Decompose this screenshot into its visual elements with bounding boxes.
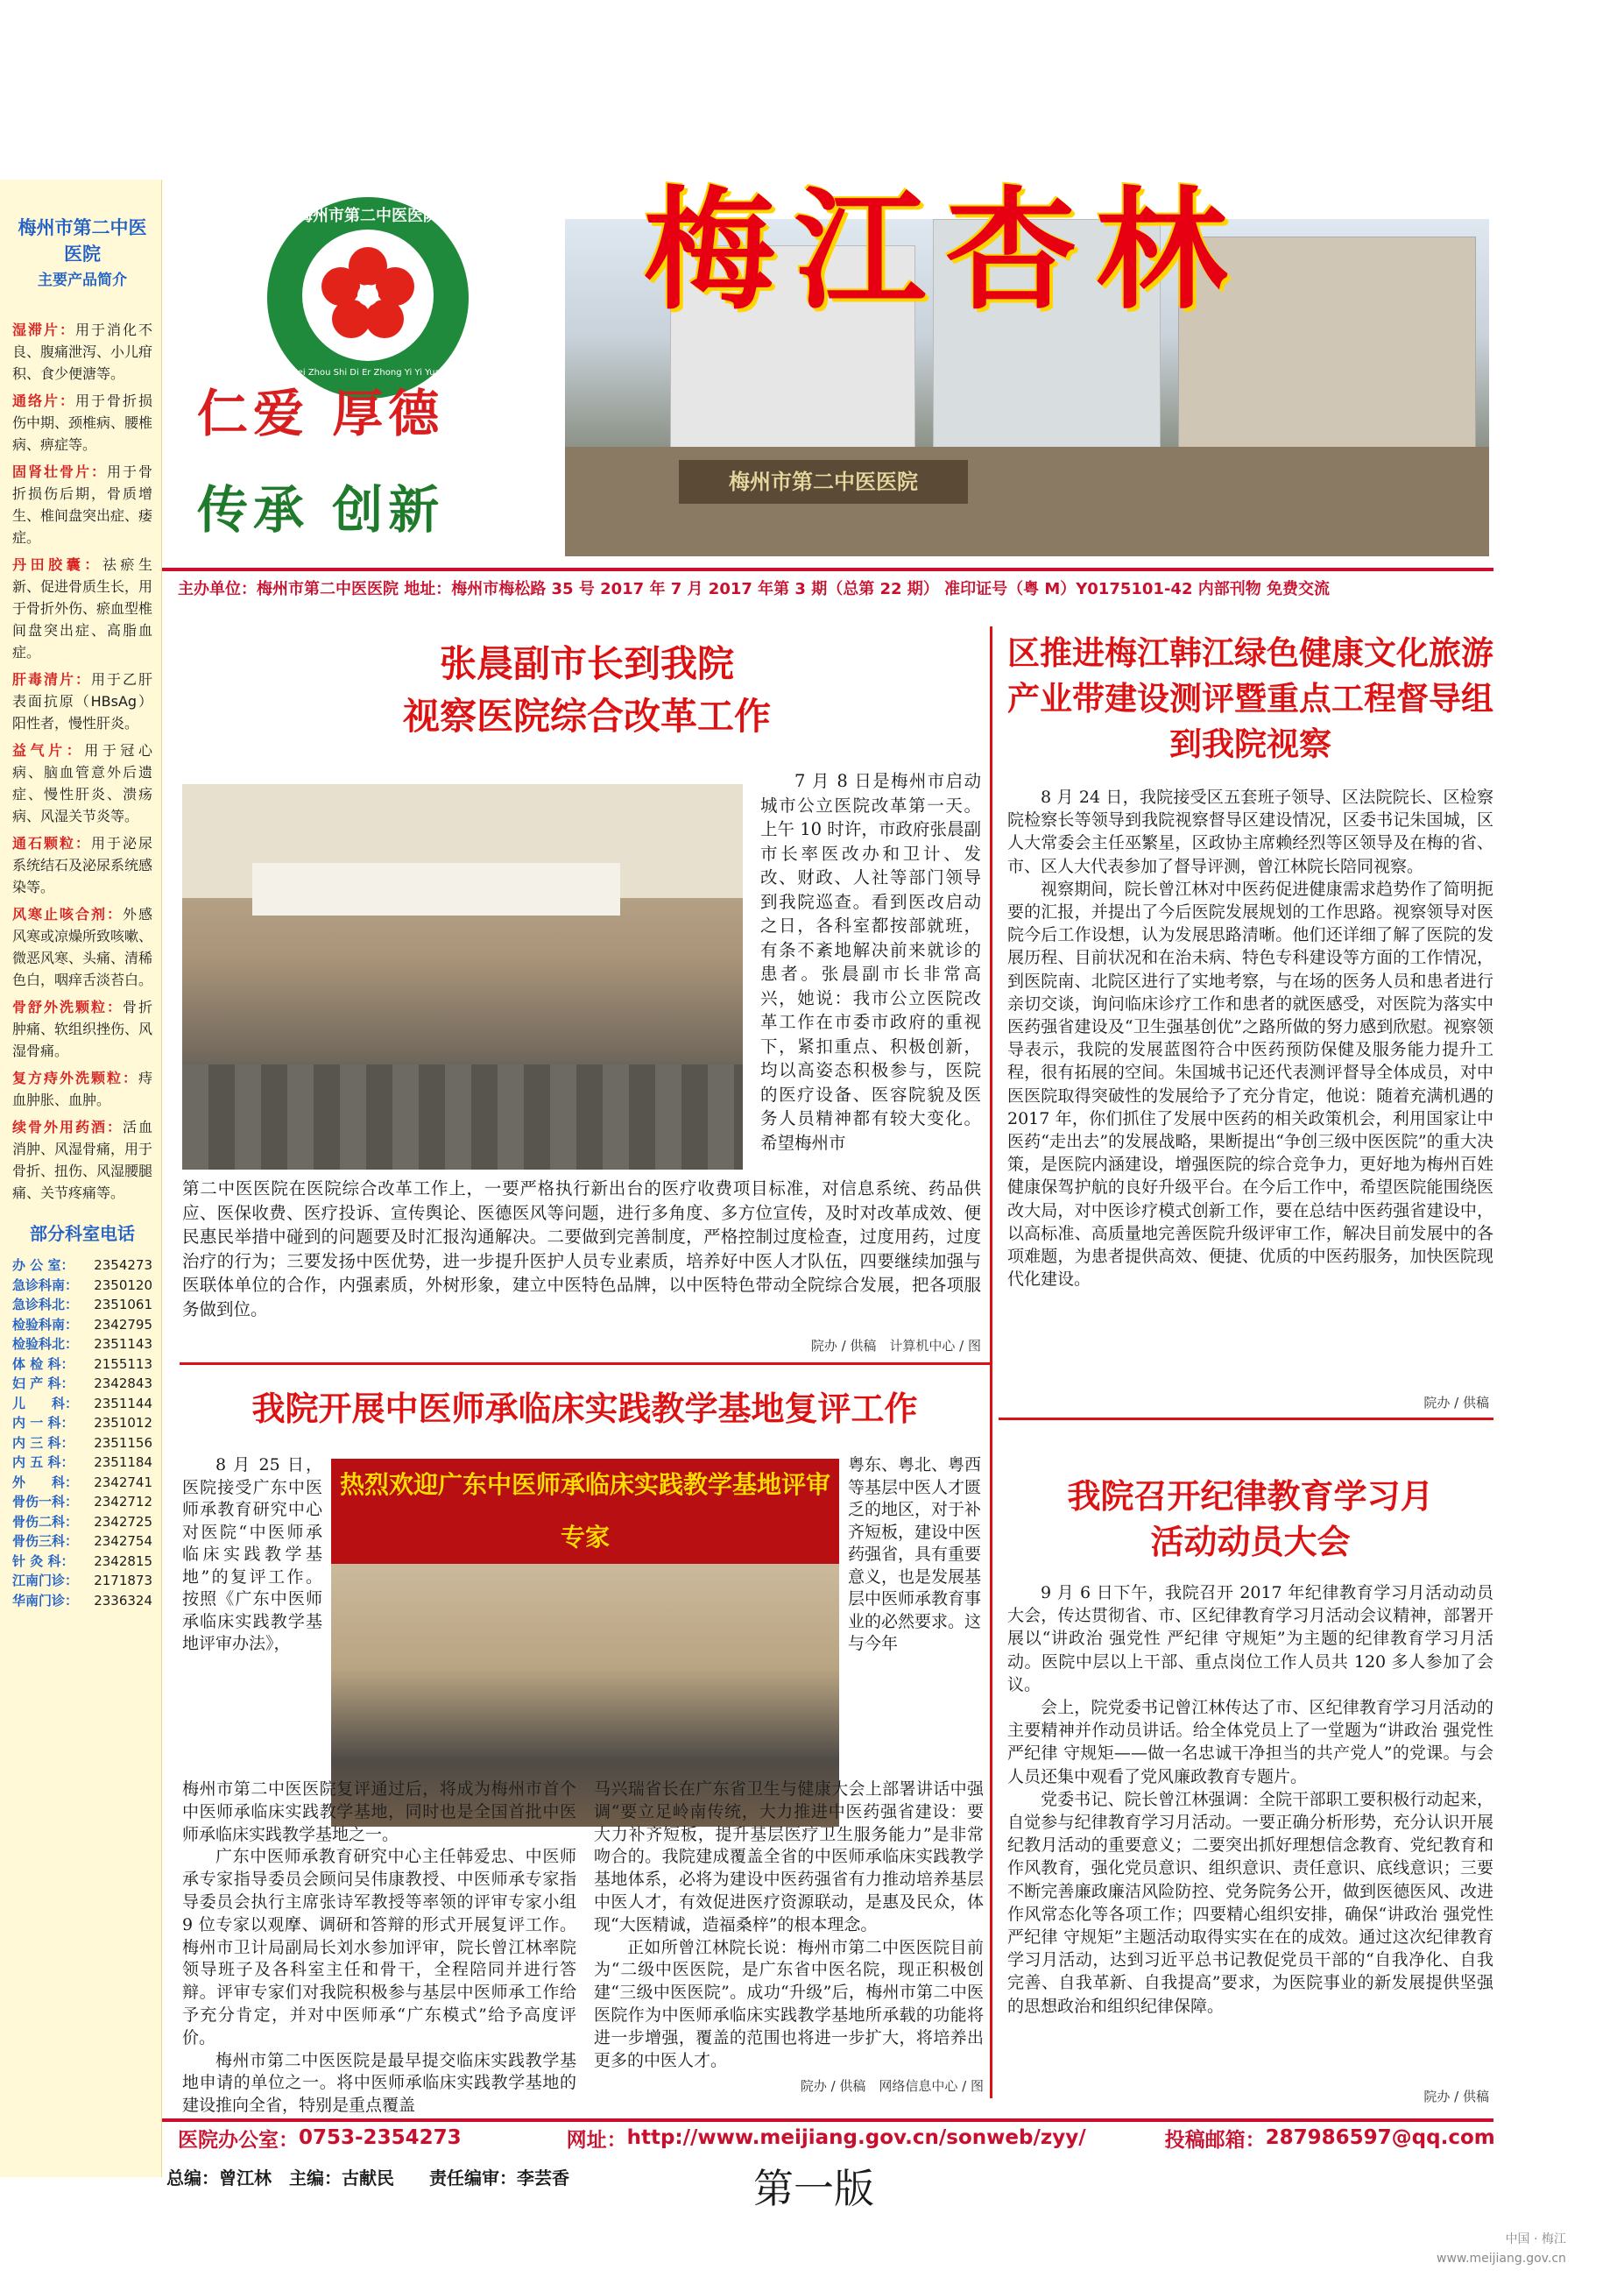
product-desc: 祛瘀生新、促进骨质生长，用于骨折外伤、瘀血型椎间盘突出症、高脂血症。 bbox=[12, 556, 153, 661]
product-item bbox=[12, 390, 152, 456]
phone-number: 2351061 bbox=[94, 1297, 152, 1312]
phone-row bbox=[12, 1552, 152, 1572]
phone-label: 内 五 科： bbox=[12, 1454, 74, 1470]
article1-bottom-text bbox=[182, 1177, 981, 1321]
phone-label: 华南门诊： bbox=[12, 1592, 79, 1609]
phone-row bbox=[12, 1394, 152, 1414]
product-desc: 用于乙肝表面抗原（HBsAg）阳性者，慢性肝炎。 bbox=[12, 671, 152, 732]
product-name: 肝毒清片： bbox=[12, 671, 91, 688]
phone-number: 2342754 bbox=[94, 1533, 152, 1549]
article2-credit: 院办 / 供稿 bbox=[1423, 1395, 1489, 1411]
phone-row bbox=[12, 1531, 152, 1552]
phone-number: 2351143 bbox=[94, 1336, 152, 1352]
publication-info-bar: 主办单位：梅州市第二中医医院 地址：梅州市梅松路 35 号 2017 年 7 月 2017 年第 3 期（总第 22 期） 准印证号（粤 M）Y0175101-42 内部刊物 免费交流 bbox=[162, 568, 1493, 596]
phone-row bbox=[12, 1374, 152, 1394]
phone-label: 骨伤二科： bbox=[12, 1513, 79, 1530]
article3-mid-text bbox=[848, 1454, 981, 1656]
phone-row bbox=[12, 1276, 152, 1296]
phone-row bbox=[12, 1492, 152, 1512]
phone-number: 2336324 bbox=[94, 1592, 152, 1609]
welcome-banner: 热烈欢迎广东中医师承临床实践教学基地评审专家 bbox=[331, 1459, 839, 1564]
article3-paragraph: 广东中医师承教育研究中心主任韩爱忠、中医师承专家指导委员会顾问吴伟康教授、中医师承专家指导委员会执行主席张诗军教授等率领的评审专家小组 9 位专家以观摩、调研和答辩的形式开展复评工作。梅州市卫计局副局长刘水参加评审，院长曾江林率院领导班子及各科室主任和骨干，全程陪同并进行答辩。评审专家们对我院积极参与基层中医师承工作给予充分肯定，并对中医师承“广东模式”给予高度评价。 bbox=[182, 1847, 576, 2047]
plum-flower-icon bbox=[302, 230, 434, 361]
article2-title: 区推进梅江韩江绿色健康文化旅游产业带建设测评暨重点工程督导组到我院视察 bbox=[1007, 634, 1493, 763]
product-name: 益气片： bbox=[12, 742, 85, 759]
product-item bbox=[12, 903, 152, 991]
sidebar bbox=[0, 180, 162, 2177]
phone-row bbox=[12, 1295, 152, 1315]
article3-right-body bbox=[594, 1778, 984, 2072]
article4-title-line1: 我院召开纪律教育学习月 bbox=[1067, 1477, 1434, 1516]
product-desc: 用于消化不良、腹痛泄泻、小儿疳积、食少便溏等。 bbox=[12, 322, 153, 382]
logo-pinyin: Mei Zhou Shi Di Er Zhong Yi Yi Yuan bbox=[290, 368, 446, 378]
phone-row bbox=[12, 1433, 152, 1453]
phone-label: 体 检 科： bbox=[12, 1355, 74, 1372]
product-desc: 用于泌尿系统结石及泌尿系统感染等。 bbox=[12, 835, 153, 895]
phone-row bbox=[12, 1354, 152, 1375]
product-name: 复方痔外洗颗粒： bbox=[12, 1070, 138, 1086]
phone-number: 2342795 bbox=[94, 1316, 152, 1333]
phone-label: 内 一 科： bbox=[12, 1415, 74, 1431]
phone-label: 办 公 室： bbox=[12, 1257, 74, 1273]
article3-mid-paragraph: 粤东、粤北、粤西等基层中医人才匮乏的地区，对于补齐短板，建设中医药强省，具有重要意义，也是发展基层中医师承教育事业的必然要求。这与今年 bbox=[848, 1455, 982, 1653]
article2-paragraph: 视察期间，院长曾江林对中医药促进健康需求趋势作了简明扼要的汇报，并提出了今后医院发展规划的工作思路。视察领导对医院今后工作设想，认为发展思路清晰。他们还详细了解了医院的发展历程、目前状况和在治未病、特色专科建设等方面的工作情况，到医院南、北院区进行了实地考察，与在场的医务人员和患者进行亲切交谈，询问临床诊疗工作和患者的就医感受，对医院为落实中医药强省建设及“卫生强基创优”之路所做的努力感到欣慰。视察领导表示，我院的发展蓝图符合中医药预防保健及服务能力提升工程，很有拓展的空间。朱国城书记还代表测评督导全体成员，对中医医院取得突破性的发展给予了充分肯定，他说：随着充满机遇的 2017 年，你们抓住了发展中医药的相关政策机会，利用国家让中医药“走出去”的发展战略，果断提出“争创三级中医医院”的重大决策，是医院内涵建设，增强医院的综合竞争力，更好地为梅州百姓健康保驾护航的良好升级平台。在今后工作中，希望医院能围绕医改大局，对中医诊疗模式创新工作，要在总结中医药强省建设中，以高标准、高质量地完善医院升级评审工作，解决目前发展中的各项难题，为患者提供高效、便捷、优质的中医药服务，加快医院现代化建设。 bbox=[1007, 879, 1493, 1290]
phone-number: 2342725 bbox=[94, 1513, 152, 1530]
website-link[interactable]: http://www.meijiang.gov.cn/sonweb/zyy/ bbox=[626, 2126, 1086, 2149]
article4-body bbox=[1007, 1581, 1493, 2018]
phone-number: 2342843 bbox=[94, 1375, 152, 1391]
product-name: 固肾壮骨片： bbox=[12, 463, 107, 480]
footer-contact-bar bbox=[162, 2118, 1493, 2153]
phone-label: 检验科北： bbox=[12, 1336, 79, 1352]
article1-credit: 院办 / 供稿 计算机中心 / 图 bbox=[810, 1338, 981, 1354]
article3-photo bbox=[331, 1459, 839, 1774]
article3-paragraph: 正如所曾江林院长说：梅州市第二中医医院目前为“二级中医医院，是广东省中医名院，现正积极创建“三级中医医院”。成功“升级”后，梅州市第二中医医院作为中医师承临床实践教学基地所承载的功能将进一步增强，覆盖的范围也将进一步扩大，将培养出更多的中医人才。 bbox=[594, 1937, 984, 2070]
phone-number: 2342741 bbox=[94, 1474, 152, 1490]
article4-title bbox=[1007, 1474, 1493, 1565]
article3-title: 我院开展中医师承临床实践教学基地复评工作 bbox=[251, 1390, 918, 1428]
phone-row bbox=[12, 1571, 152, 1591]
phone-label: 急诊科南： bbox=[12, 1276, 79, 1293]
phone-row bbox=[12, 1315, 152, 1335]
office-phone: 0753-2354273 bbox=[299, 2126, 462, 2149]
article2-paragraph: 8 月 24 日，我院接受区五套班子领导、区法院院长、区检察院检察长等领导到我院视察督导区建设情况，区委书记朱国城，区人大常委会主任巫繁星，区政协主席赖经烈等区领导及在梅的省、市、区人大代表参加了督导评测，曾江林院长陪同视察。 bbox=[1007, 788, 1493, 876]
article1-side-paragraph: 7 月 8 日是梅州市启动城市公立医院改革第一天。上午 10 时许，市政府张晨副市长率医改办和卫计、发改、财政、人社等部门领导到我院巡查。看到医改启动之日，各科室都按部就班，有条不紊地解决前来就诊的患者。张晨副市长非常高兴，她说：我市公立医院改革工作在市委市政府的重视下，紧扣重点、积极创新，均以高姿态积极参与，医院的医疗设备、医容院貌及医务人员精神都有较大变化。希望梅州市 bbox=[760, 771, 981, 1153]
sidebar-subtitle: 主要产品简介 bbox=[38, 272, 127, 289]
article3-left-body bbox=[182, 1778, 576, 2118]
article3-paragraph: 梅州市第二中医医院是最早提交临床实践教学基地申请的单位之一。将中医师承临床实践教学基地的建设推向全省，特别是重点覆盖 bbox=[182, 2050, 576, 2116]
product-item bbox=[12, 1116, 152, 1204]
product-item bbox=[12, 554, 152, 663]
section-divider-left bbox=[180, 1362, 990, 1365]
phones-title: 部分科室电话 bbox=[30, 1223, 135, 1244]
phone-label: 江南门诊： bbox=[12, 1573, 79, 1588]
phone-number: 2351156 bbox=[94, 1434, 152, 1451]
phone-row bbox=[12, 1512, 152, 1532]
page-number: 第一版 bbox=[753, 2165, 874, 2212]
product-item bbox=[12, 668, 152, 734]
product-desc: 外感风寒或凉燥所致咳嗽、微恶风寒、头痛、清稀色白，咽痒舌淡苔白。 bbox=[12, 906, 153, 988]
phone-label: 针 灸 科： bbox=[12, 1552, 74, 1569]
article3-left-paragraph: 8 月 25 日，医院接受广东中医师承教育研究中心对医院“中医师承临床实践教学基地”的复评工作。按照《广东中医师承临床实践教学基地评审办法》， bbox=[182, 1455, 322, 1653]
product-desc: 用于冠心病、脑血管意外后遗症、慢性肝炎、溃疡病、风湿关节炎等。 bbox=[12, 742, 152, 824]
phone-row bbox=[12, 1473, 152, 1493]
product-item bbox=[12, 461, 152, 548]
phone-label: 骨伤一科： bbox=[12, 1494, 79, 1510]
phone-number: 2350120 bbox=[94, 1276, 152, 1293]
phone-row bbox=[12, 1413, 152, 1433]
article4-paragraph: 党委书记、院长曾江林强调：全院干部职工要积极行动起来，自觉参与纪律教育学习月活动。一要正确分析形势，充分认识开展纪教月活动的重要意义；二要突出抓好理想信念教育、党纪教育和作风教育，强化党员意识、组织意识、责任意识、底线意识；三要不断完善廉政廉洁风险防控、党务院务公开，做到医德医风、改进作风常态化等各项工作；四要精心组织安排，确保“讲政治 强党性 严纪律 守规矩”主题活动取得实实在在的成效。通过这次纪律教育学习月活动，达到习近平总书记教促党员干部的“自我净化、自我完善、自我革新、自我提高”要求，为医院事业的新发展提供坚强的思想政治和组织纪律保障。 bbox=[1007, 1789, 1493, 2016]
product-item bbox=[12, 319, 152, 385]
article3-paragraph: 马兴瑞省长在广东省卫生与健康大会上部署讲话中强调“要立足岭南传统，大力推进中医药强省建设：要大力补齐短板，提升基层医疗卫生服务能力”是非常吻合的。我院建成覆盖全省的中医师承临床实践教学基地体系，必将为建设中医药强省有力推动培养基层中医人才，有效促进医疗资源联动，是惠及民众，体现“大医精诚，造福桑梓”的根本理念。 bbox=[594, 1779, 984, 1934]
article3-paragraph: 梅州市第二中医医院复评通过后，将成为梅州市首个中医师承临床实践教学基地，同时也是全国首批中医师承临床实践教学基地之一。 bbox=[182, 1779, 576, 1844]
article4-paragraph: 会上，院党委书记曾江林传达了市、区纪律教育学习月活动的主要精神并作动员讲话。给全体党员上了一堂题为“讲政治 强党性 严纪律 守规矩——做一名忠诚干净担当的共产党人”的党课。与会人员还集中观看了党风廉政教育专题片。 bbox=[1007, 1698, 1493, 1786]
phone-row bbox=[12, 1334, 152, 1354]
article4-credit: 院办 / 供稿 bbox=[1423, 2089, 1489, 2104]
section-divider-right bbox=[999, 1418, 1493, 1420]
phone-row bbox=[12, 1255, 152, 1276]
phone-label: 骨伤三科： bbox=[12, 1533, 79, 1549]
watermark bbox=[1437, 2230, 1566, 2268]
phone-label: 外 科： bbox=[12, 1474, 79, 1490]
phone-row bbox=[12, 1591, 152, 1611]
product-desc: 用于骨折损伤后期，骨质增生、椎间盘突出症、痿症。 bbox=[12, 463, 153, 546]
article1-bottom-paragraph: 第二中医医院在医院综合改革工作上，一要严格执行新出台的医疗收费项目标准，对信息系统、药品供应、医保收费、医疗投诉、宣传舆论、医德医风等问题，进行多角度、多方位宣传，及时对改革成效、便民惠民举措中碰到的问题要及时汇报沟通解决。二要做到完善制度，严格控制过度检查，过度用药，过度治疗的行为；三要发扬中医优势，进一步提升医护人员专业素质，培养好中医人才队伍，四要继续加强与医联体单位的合作，内强素质，外树形象，建立中医特色品牌，以中医特色带动全院综合发展，把各项服务做到位。 bbox=[182, 1178, 981, 1319]
product-name: 湿滞片： bbox=[12, 322, 75, 338]
office-label: 医院办公室： bbox=[178, 2128, 299, 2152]
editors-line: 总编：曾江林 主编：古献民 责任编审：李芸香 bbox=[166, 2167, 569, 2189]
email-label: 投稿邮箱： bbox=[1164, 2128, 1266, 2152]
product-desc: 用于骨折损伤中期、颈椎病、腰椎病、痹症等。 bbox=[12, 392, 153, 453]
phone-row bbox=[12, 1453, 152, 1473]
motto-line2: 传承 创新 bbox=[197, 480, 445, 540]
product-name: 丹田胶囊： bbox=[12, 556, 102, 573]
product-name: 通石颗粒： bbox=[12, 835, 91, 852]
phone-number: 2351184 bbox=[94, 1454, 152, 1470]
phone-list bbox=[12, 1255, 152, 1610]
phone-label: 检验科南： bbox=[12, 1316, 79, 1333]
product-item bbox=[12, 739, 152, 827]
phone-label: 妇 产 科： bbox=[12, 1375, 74, 1391]
phone-number: 2342712 bbox=[94, 1494, 152, 1510]
product-list bbox=[12, 319, 152, 1204]
column-divider bbox=[990, 626, 992, 2098]
product-name: 骨舒外洗颗粒： bbox=[12, 999, 123, 1015]
product-item bbox=[12, 1067, 152, 1111]
phone-number: 2155113 bbox=[94, 1355, 152, 1372]
article4-paragraph: 9 月 6 日下午，我院召开 2017 年纪律教育学习月活动动员大会，传达贯彻省、市、区纪律教育学习月活动会议精神，部署开展以“讲政治 强党性 严纪律 守规矩”为主题的纪律教育学习月活动。医院中层以上干部、重点岗位工作人员共 120 多人参加了会议。 bbox=[1007, 1583, 1493, 1694]
watermark-line2: www.meijiang.gov.cn bbox=[1437, 2252, 1566, 2266]
phone-label: 内 三 科： bbox=[12, 1434, 74, 1451]
logo-text: 梅州市第二中医医院 bbox=[297, 207, 439, 225]
hospital-sign: 梅州市第二中医医院 bbox=[679, 460, 968, 504]
product-desc: 活血消肿、风湿骨痛，用于骨折、扭伤、风湿腰腿痛、关节疼痛等。 bbox=[12, 1119, 153, 1201]
product-item bbox=[12, 832, 152, 898]
product-name: 风寒止咳合剂： bbox=[12, 906, 123, 923]
article1-side-text bbox=[760, 769, 981, 1155]
email-link[interactable]: 287986597@qq.com bbox=[1265, 2126, 1495, 2149]
watermark-line1: 中国 · 梅江 bbox=[1505, 2232, 1566, 2246]
product-desc: 骨折肿痛、软组织挫伤、风湿骨痛。 bbox=[12, 999, 153, 1059]
phone-number: 2171873 bbox=[94, 1573, 152, 1588]
masthead-title: 梅江杏林 bbox=[644, 173, 1247, 328]
phone-number: 2354273 bbox=[94, 1257, 152, 1273]
product-item bbox=[12, 996, 152, 1062]
phone-number: 2351144 bbox=[94, 1395, 152, 1411]
phone-label: 儿 科： bbox=[12, 1395, 79, 1411]
article4-title-line2: 活动动员大会 bbox=[1150, 1523, 1351, 1561]
article1-title bbox=[184, 638, 990, 743]
article1-title-line2: 视察医院综合改革工作 bbox=[402, 695, 771, 738]
web-label: 网址： bbox=[566, 2128, 627, 2152]
phone-number: 2351012 bbox=[94, 1415, 152, 1431]
phone-label: 急诊科北： bbox=[12, 1297, 79, 1312]
product-name: 续骨外用药酒： bbox=[12, 1119, 123, 1135]
phone-number: 2342815 bbox=[94, 1552, 152, 1569]
article3-credit: 院办 / 供稿 网络信息中心 / 图 bbox=[800, 2078, 984, 2094]
article1-title-line1: 张晨副市长到我院 bbox=[439, 642, 734, 685]
product-name: 通络片： bbox=[12, 392, 75, 409]
article3-left-text bbox=[182, 1454, 322, 1656]
article2-body bbox=[1007, 786, 1493, 1291]
motto-line1: 仁爱 厚德 bbox=[197, 384, 445, 443]
sidebar-title: 梅州市第二中医医院 bbox=[18, 217, 147, 265]
logo-emblem bbox=[302, 230, 434, 361]
product-desc: 痔血肿胀、血肿。 bbox=[12, 1070, 152, 1108]
article1-photo bbox=[182, 784, 743, 1170]
